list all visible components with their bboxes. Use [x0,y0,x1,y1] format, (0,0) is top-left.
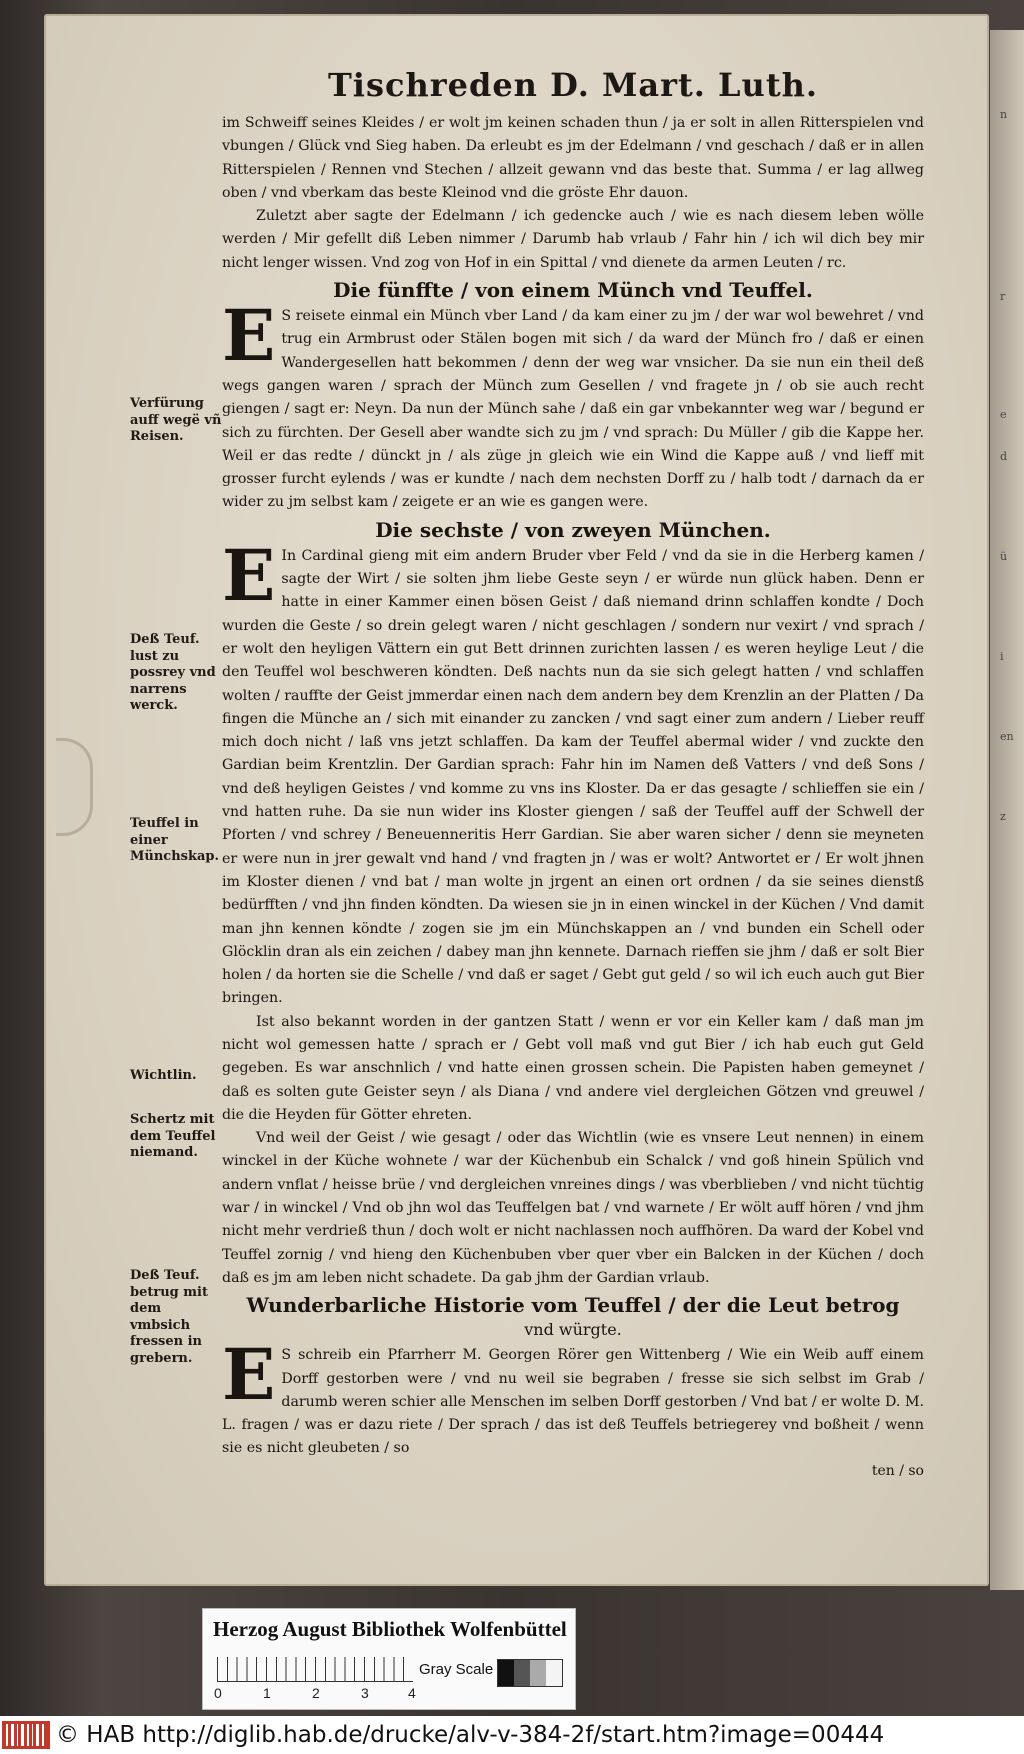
facing-page-fragment: i [1000,650,1004,663]
barcode-icon [2,1721,50,1749]
drop-cap: E [222,1333,276,1417]
ruler-number: 4 [408,1685,416,1701]
color-calibration-bar [202,1608,576,1710]
facing-page-fragment: z [1000,810,1006,823]
paragraph: im Schweiff seines Kleides / er wolt jm keinen schaden thun / ja er solt in allen Ritterspielen vnd vbungen / Glück vnd Sieg haben. Da erleubt es jm der Edelmann / vnd geschach / daß er in allen Ritterspielen / Rennen vnd Stechen / allzeit gewann vnd das beste that. Summa / er lag allweg oben / vnd vberkam das beste Kleinod vnd die gröste Ehr dauon. [222,115,924,201]
gray-swatch [546,1660,562,1686]
facing-page-fragment: ü [1000,550,1008,563]
marginal-note: Wichtlin. [130,1068,197,1083]
marginal-note: Teuffel in einer Münchskap. [130,816,220,864]
gray-swatches [497,1659,563,1687]
marginal-note: Deß Teuf. betrug mit dem vmbsich fressen in grebern. [130,1268,208,1366]
page-clip [56,738,93,836]
ruler-number: 0 [214,1685,222,1701]
section-text [222,1333,924,1460]
paragraph: Vnd weil der Geist / wie gesagt / oder das Wichtlin (wie es vnsere Leut nennen) in einem winckel in der Küche wohnete / war der Küchenbub ein Schalck / vnd goß hinein Spülich vnd andern vnflat / heisse brüe / vnd dergleichen vnreines dings / was vberblieben / vnd nicht tüchtig war / in winckel / Vnd ob jhn wol das Teuffelgen bat / vnd warnete / Er wölt auff hören / vnd jhm nicht mehr verdrieß thun / doch wolt er nicht nachlassen noch auffhören. Da ward der Kobel vnd Teuffel zornig / vnd hieng den Küchenbuben vber quer vber ein Balcken in der Küchen / doch daß es jm am leben nicht schadete. Da gab jhm der Gardian vrlaub. [222,1130,924,1286]
gray-scale-label: Gray Scale [419,1661,494,1678]
section-heading: Die sechste / von zweyen München. [375,517,771,542]
gray-swatch [530,1660,546,1686]
library-name: Herzog August Bibliothek Wolfenbüttel [213,1617,567,1641]
gray-swatch [498,1660,514,1686]
ruler-number: 1 [263,1685,271,1701]
section-text [222,294,924,515]
page-text-block [222,66,924,1481]
running-head: Tischreden D. Mart. Luth. [327,66,818,104]
facing-page-fragment: e [1000,408,1007,421]
marginal-note: Deß Teuf. lust zu possrey vnd narrens werck. [130,632,216,713]
marginal-note: Verfürung auff wegë vñ Reisen. [130,396,222,444]
section-heading: Wunderbarliche Historie vom Teuffel / der die Leut betrog [246,1293,900,1318]
facing-page-fragment: r [1000,290,1006,303]
section-body: S schreib ein Pfarrherr M. Georgen Rörer gen Wittenberg / Wie ein Weib auff einem Dorff gestorben were / vnd nu weil sie begraben / fresse sie sich selbst im Grab / darumb weren schier alle Menschen im selben Dorff gestorben / Vnd bat / er wolte D. M. L. fragen / was er dazu riete / Der sprach / das ist deß Teuffels betriegerey vnd boßheit / wenn sie es nicht gleubeten / so [222,1347,924,1457]
drop-cap: E [222,533,276,617]
section-heading-continuation: vnd würgte. [524,1320,622,1340]
facing-page-fragment: en [1000,730,1014,743]
paragraph: Zuletzt aber sagte der Edelmann / ich gedencke auch / wie es nach diesem leben wölle werden / Mir gefellt diß Leben nimmer / Darumb hab vrlaub / Fahr hin / ich wil dich bey mir nicht lenger wissen. Vnd zog von Hof in ein Spittal / vnd dienete da armen Leuten / rc. [222,208,924,271]
facing-page-fragment: n [1000,108,1008,121]
source-url-link[interactable]: © HAB http://diglib.hab.de/drucke/alv-v-384-2f/start.htm?image=00444 [56,1722,885,1748]
marginal-note: Schertz mit dem Teuffel niemand. [130,1112,216,1160]
section-body: S reisete einmal ein Münch vber Land / da kam einer zu jm / der war wol bewehret / vnd trug ein Armbrust oder Stälen bogen mit sich / da ward der Münch fro / daß er einen Wandergesellen hatt bekommen / denn der weg war vnsicher. Da sie nun ein theil deß wegs gangen waren / sprach der Münch zum Gesellen / vnd fragete jn / ob sie auch recht giengen / sagt er: Neyn. Da nun der Münch sahe / daß ein gar vnbekannter weg war / begund er sich zu fürchten. Der Gesell aber wandte sich zu jm / vnd sprach: Du Müller / gib die Kappe her. Weil er das redte / dünckt jn / als züge jn gleich wie ein Wind die Kappe auß / vnd lieff mit grosser furcht eylends / was er kundte / nach dem nechsten Dorff zu / halb todt / darnach da er wider zu jm selbst kam / zeigete er an wie es gangen were. [222,308,924,511]
section-heading: Die fünffte / von einem Münch vnd Teuffel. [333,278,813,303]
paragraph: Ist also bekannt worden in der gantzen Statt / wenn er vor ein Keller kam / daß man jm nicht wol gemessen hatte / sprach er / Gebt voll maß vnd gut Bier / ich hab euch gut Geld gegeben. Es war anschnlich / vnd hatte einen grossen schein. Die Papisten haben gemeynet / daß es solten gute Geister seyn / als Diana / vnd andere viel dergleichen Götzen vnd greuwel / die die Heyden für Götter ehreten. [222,1013,924,1123]
footer-bar [0,1716,1024,1754]
gray-swatch [514,1660,530,1686]
ruler-number: 2 [312,1685,320,1701]
facing-page-edge [990,30,1024,1590]
section-body: In Cardinal gieng mit eim andern Bruder vber Feld / vnd da sie in die Herberg kamen / sagte der Wirt / sie solten jhm liebe Geste seyn / er würde nun glück haben. Denn er hatte in einer Kammer einen bösen Geist / daß niemand drinn schlaffen kondte / Doch wurden die Geste / so drein gelegt waren / nicht geschlagen / sondern nur vexirt / vnd sprach / er wolt den heyligen Vättern ein gut Bett drinnen zurichten lassen / es weren heylige Leut / die den Teuffel wol beschweren köndten. Deß nachts nun da sie sich gelegt hatten / vnd schlaffen wolten / rauffte der Geist jmmerdar einen nach dem andern bey dem Krenzlin an der Platten / Da fingen die Münche an / sich mit einander zu zancken / vnd sagt einer zum andern / Lieber reuff mich doch nicht / laß vns jetzt schlaffen. Da kam der Teuffel abermal wider / vnd zuckte den Gardian beim Krentzlin. Der Gardian sprach: Fahr hin im Namen deß Vatters / vnd deß Sons / vnd deß heyligen Geistes / vnd komme zu vns ins Kloster. Da er das gesagte / schlieffen sie ein / vnd hatten ruhe. Da sie nun wider ins Kloster giengen / saß der Teuffel auff der Schwell der Pforten / vnd schrey / Beneuenneritis Herr Gardian. Sie aber waren sicher / denn sie meyneten er were nun in jrer gewalt vnd hand / vnd fragten jn / was er wolt? Antwortet er / Er wolt jhnen im Kloster dienen / vnd bat / man wolte jn jrgent an einen ort ordnen / da sie seines dienstß bedürfften / vnd jhn finden köndten. Da wiesen sie jn in einen winckel in der Küchen / Vnd damit man jhn kennen köndte / zogen sie jm ein Münchskappen an / vnd bunden ein Schell oder Glöcklin dran als ein zeichen / dabey man jhn kennete. Darnach rieffen sie jhm / daß er solt Bier holen / da horten sie die Schelle / vnd daß er saget / Gebt gut geld / so wil ich euch auch gut Bier bringen. [222,547,924,1007]
catchword: ten / so [871,1462,924,1479]
facing-page-fragment: d [1000,450,1008,463]
drop-cap: E [222,294,276,378]
scale-ruler [217,1657,413,1682]
ruler-number: 3 [361,1685,369,1701]
section-text [222,533,924,1011]
